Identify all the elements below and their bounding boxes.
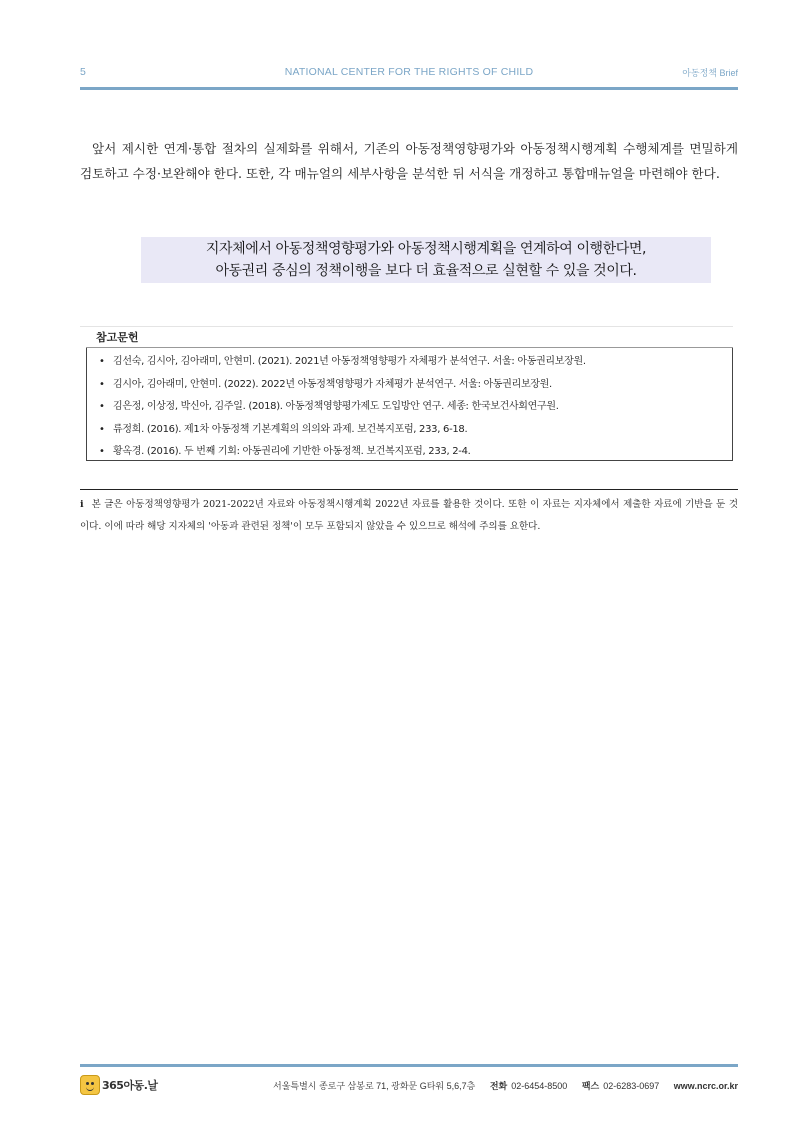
page-footer — [80, 1074, 738, 1098]
smiley-face-icon — [80, 1075, 100, 1095]
page-number: 5 — [80, 66, 86, 78]
intro-paragraph: 앞서 제시한 연계·통합 절차의 실제화를 위해서, 기존의 아동정책영향평가와 아동정책시행계획 수행체계를 면밀하게 검토하고 수정·보완해야 한다. 또한, 각 매뉴얼의 세부사항을 분석한 뒤 서식을 개정하고 통합매뉴얼을 마련해야 한다. — [80, 141, 738, 181]
footnote-mark: i — [80, 499, 84, 510]
contact-info — [261, 1079, 738, 1092]
fax-group — [582, 1081, 659, 1091]
logo — [80, 1074, 158, 1096]
reference-item — [99, 351, 732, 374]
references-separator — [86, 347, 733, 348]
reference-text: 김시아, 김아래미, 안현미. (2022). 2022년 아동정책영향평가 자체평가 분석연구. 서울: 아동권리보장원. — [113, 378, 552, 390]
footnote-text: 본 글은 아동정책영향평가 2021-2022년 자료와 아동정책시행계획 2022년 자료를 활용한 것이다. 또한 이 자료는 지자체에서 제출한 자료에 기반을 둔 것이다. 이에 따라 해당 지자체의 '아동과 관련된 정책'이 모두 포함되지 않았을 수 있으므로 해석에 주의를 요한다. — [80, 499, 738, 532]
header-title: NATIONAL CENTER FOR THE RIGHTS OF CHILD — [284, 66, 534, 78]
reference-item — [99, 419, 732, 442]
phone-number: 02-6454-8500 — [511, 1081, 568, 1091]
references-list — [87, 347, 732, 464]
logo-text: 365아동.날 — [102, 1079, 158, 1092]
header-divider — [80, 87, 738, 90]
phone-group — [490, 1081, 567, 1091]
reference-item — [99, 374, 732, 397]
footer-divider — [80, 1064, 738, 1067]
fax-label: 팩스 — [581, 1081, 600, 1091]
reference-text: 류정희. (2016). 제1차 아동정책 기본계획의 의의와 과제. 보건복지포럼, 233, 6-18. — [113, 423, 468, 435]
footnote-rule — [80, 489, 738, 490]
address: 서울특별시 종로구 삼봉로 71, 광화문 G타워 5,6,7층 — [273, 1081, 476, 1091]
references-box — [86, 347, 733, 461]
page-header — [80, 66, 738, 82]
highlight-box — [141, 237, 711, 283]
footnote — [80, 494, 738, 538]
reference-item — [99, 441, 732, 464]
reference-item — [99, 396, 732, 419]
highlight-line-1: 지자체에서 아동정책영향평가와 아동정책시행계획을 연계하여 이행한다면, — [205, 241, 647, 257]
highlight-line-2: 아동권리 중심의 정책이행을 보다 더 효율적으로 실현할 수 있을 것이다. — [215, 263, 637, 279]
bullet-icon: • — [99, 423, 105, 435]
references-title: 참고문헌 — [96, 331, 139, 344]
reference-text: 김은정, 이상정, 박신아, 김주일. (2018). 아동정책영향평가제도 도입방안 연구. 세종: 한국보건사회연구원. — [113, 401, 559, 413]
reference-text: 김선숙, 김시아, 김아래미, 안현미. (2021). 2021년 아동정책영향평가 자체평가 분석연구. 서울: 아동권리보장원. — [113, 356, 586, 367]
bullet-icon: • — [99, 401, 105, 413]
fax-number: 02-6283-0697 — [603, 1081, 660, 1091]
phone-label: 전화 — [489, 1081, 508, 1091]
brief-label: 아동정책 Brief — [682, 68, 738, 78]
reference-text: 황옥경. (2016). 두 번째 기회: 아동권리에 기반한 아동정책. 보건복지포럼, 233, 2-4. — [113, 446, 471, 458]
bullet-icon: • — [99, 378, 105, 390]
references-top-rule — [80, 326, 733, 327]
bullet-icon: • — [99, 356, 105, 367]
website-link[interactable]: www.ncrc.or.kr — [673, 1081, 738, 1091]
bullet-icon: • — [99, 446, 105, 458]
